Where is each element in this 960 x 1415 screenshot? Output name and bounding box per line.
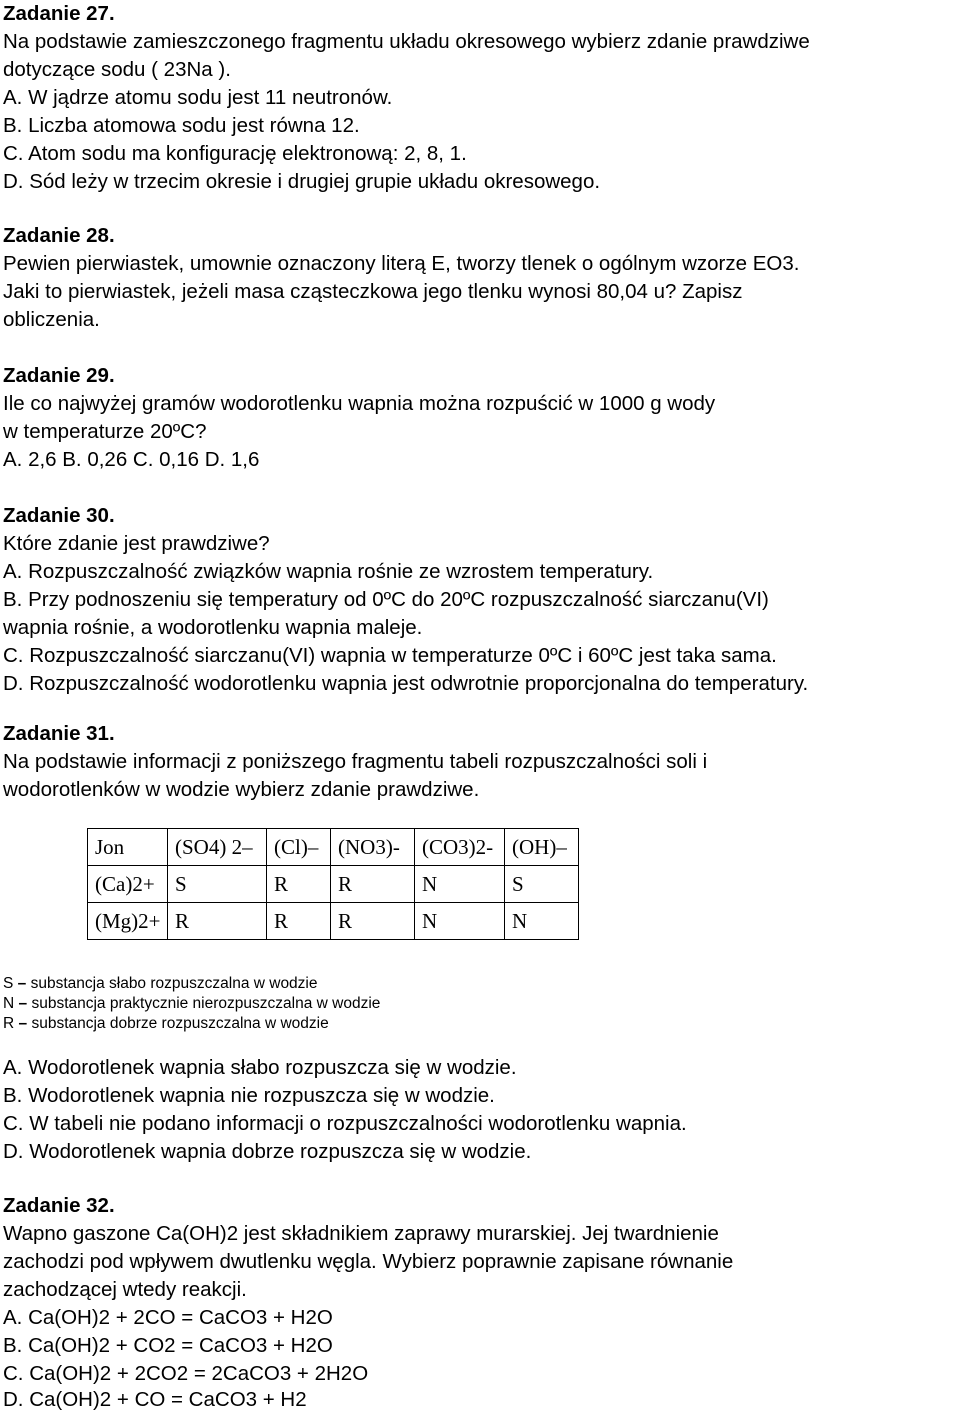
task-27-option-a: A. W jądrze atomu sodu jest 11 neutronów. <box>3 86 393 109</box>
legend-key: N <box>3 995 15 1012</box>
task-27-line: Na podstawie zamieszczonego fragmentu układu okresowego wybierz zdanie prawdziwe <box>3 30 810 53</box>
task-32-option-c: C. Ca(OH)2 + 2CO2 = 2CaCO3 + 2H2O <box>3 1362 369 1385</box>
table-cell: S <box>505 866 579 903</box>
task-29-title: Zadanie 29. <box>3 364 115 387</box>
table-row <box>88 903 579 940</box>
task-28-line: Jaki to pierwiastek, jeżeli masa cząsteczkowa jego tlenku wynosi 80,04 u? Zapisz <box>3 280 743 303</box>
task-27-option-b: B. Liczba atomowa sodu jest równa 12. <box>3 114 360 137</box>
table-header-cell: Jon <box>88 829 168 866</box>
task-28-title: Zadanie 28. <box>3 224 115 247</box>
task-32-option-a: A. Ca(OH)2 + 2CO = CaCO3 + H2O <box>3 1306 333 1329</box>
table-header-cell: (NO3)- <box>331 829 415 866</box>
task-30-option-d: D. Rozpuszczalność wodorotlenku wapnia jest odwrotnie proporcjonalna do temperatury. <box>3 672 809 695</box>
task-32-line: zachodzącej wtedy reakcji. <box>3 1278 247 1301</box>
solubility-table <box>87 828 579 940</box>
table-header-cell: (CO3)2- <box>415 829 505 866</box>
legend-item: S – substancja słabo rozpuszczalna w wodzie <box>3 975 318 992</box>
task-29-options: A. 2,6 B. 0,26 C. 0,16 D. 1,6 <box>3 448 260 471</box>
task-27-title: Zadanie 27. <box>3 2 115 25</box>
legend-key: S <box>3 975 14 992</box>
task-27-option-d: D. Sód leży w trzecim okresie i drugiej grupie układu okresowego. <box>3 170 601 193</box>
task-31-option-d: D. Wodorotlenek wapnia dobrze rozpuszcza się w wodzie. <box>3 1140 532 1163</box>
task-30-option-b: B. Przy podnoszeniu się temperatury od 0ºC do 20ºC rozpuszczalność siarczanu(VI) <box>3 588 769 611</box>
legend-item: R – substancja dobrze rozpuszczalna w wodzie <box>3 1015 329 1032</box>
task-32-option-d: D. Ca(OH)2 + CO = CaCO3 + H2 <box>3 1388 307 1411</box>
table-cell: N <box>505 903 579 940</box>
task-32-line: zachodzi pod wpływem dwutlenku węgla. Wybierz poprawnie zapisane równanie <box>3 1250 734 1273</box>
task-31-title: Zadanie 31. <box>3 722 115 745</box>
task-27-line: dotyczące sodu ( 23Na ). <box>3 58 231 81</box>
table-cell: N <box>415 903 505 940</box>
task-32-option-b: B. Ca(OH)2 + CO2 = CaCO3 + H2O <box>3 1334 333 1357</box>
table-header-cell: (OH)– <box>505 829 579 866</box>
legend-text: substancja dobrze rozpuszczalna w wodzie <box>31 1015 329 1032</box>
table-cell: (Mg)2+ <box>88 903 168 940</box>
task-31-option-a: A. Wodorotlenek wapnia słabo rozpuszcza się w wodzie. <box>3 1056 517 1079</box>
task-32-title: Zadanie 32. <box>3 1194 115 1217</box>
table-cell: S <box>168 866 267 903</box>
task-30-title: Zadanie 30. <box>3 504 115 527</box>
task-29-line: w temperaturze 20ºC? <box>3 420 207 443</box>
table-cell: R <box>168 903 267 940</box>
task-29-line: Ile co najwyżej gramów wodorotlenku wapnia można rozpuścić w 1000 g wody <box>3 392 716 415</box>
table-cell: (Ca)2+ <box>88 866 168 903</box>
table-cell: N <box>415 866 505 903</box>
task-30-option-b-cont: wapnia rośnie, a wodorotlenku wapnia maleje. <box>3 616 423 639</box>
table-row <box>88 866 579 903</box>
task-27-option-c: C. Atom sodu ma konfigurację elektronową: 2, 8, 1. <box>3 142 467 165</box>
legend-text: substancja słabo rozpuszczalna w wodzie <box>30 975 318 992</box>
task-28-line: Pewien pierwiastek, umownie oznaczony literą E, tworzy tlenek o ogólnym wzorze EO3. <box>3 252 800 275</box>
task-30-option-c: C. Rozpuszczalność siarczanu(VI) wapnia w temperaturze 0ºC i 60ºC jest taka sama. <box>3 644 777 667</box>
table-header-cell: (Cl)– <box>267 829 331 866</box>
task-31-option-b: B. Wodorotlenek wapnia nie rozpuszcza się w wodzie. <box>3 1084 495 1107</box>
table-header-cell: (SO4) 2– <box>168 829 267 866</box>
table-cell: R <box>267 903 331 940</box>
table-cell: R <box>331 903 415 940</box>
table-cell: R <box>267 866 331 903</box>
task-30-line: Które zdanie jest prawdziwe? <box>3 532 270 555</box>
table-cell: R <box>331 866 415 903</box>
legend-key: R <box>3 1015 15 1032</box>
task-31-option-c: C. W tabeli nie podano informacji o rozpuszczalności wodorotlenku wapnia. <box>3 1112 687 1135</box>
legend-item: N – substancja praktycznie nierozpuszczalna w wodzie <box>3 995 381 1012</box>
task-31-line: wodorotlenków w wodzie wybierz zdanie prawdziwe. <box>3 778 480 801</box>
task-31-line: Na podstawie informacji z poniższego fragmentu tabeli rozpuszczalności soli i <box>3 750 708 773</box>
task-32-line: Wapno gaszone Ca(OH)2 jest składnikiem zaprawy murarskiej. Jej twardnienie <box>3 1222 719 1245</box>
task-28-line: obliczenia. <box>3 308 100 331</box>
table-header-row <box>88 829 579 866</box>
task-30-option-a: A. Rozpuszczalność związków wapnia rośnie ze wzrostem temperatury. <box>3 560 654 583</box>
legend-text: substancja praktycznie nierozpuszczalna w wodzie <box>31 995 381 1012</box>
